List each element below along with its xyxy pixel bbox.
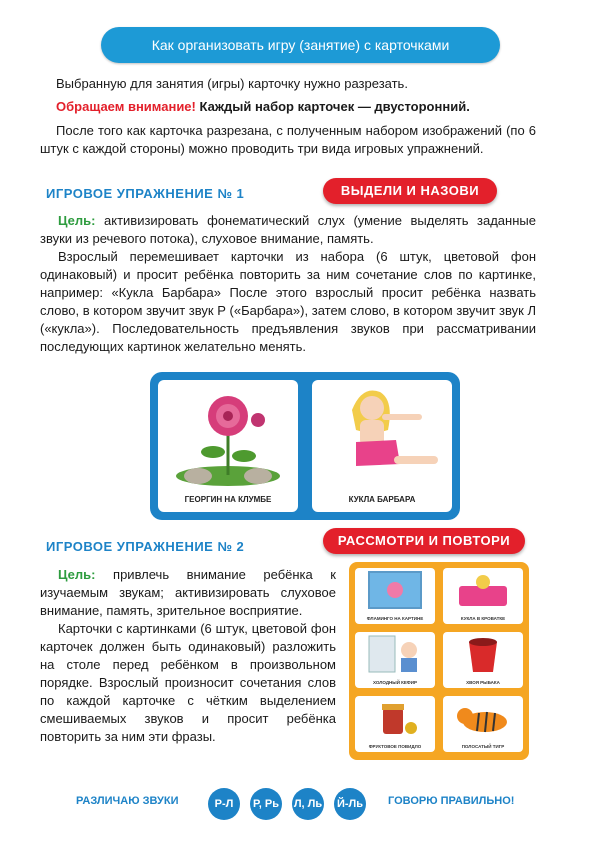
attention-text: Каждый набор карточек — двусторонний. [199, 99, 470, 114]
footer-right-text: ГОВОРЮ ПРАВИЛЬНО! [388, 795, 515, 807]
card-caption: КУКЛА БАРБАРА [348, 495, 416, 504]
exercise-1-heading: ИГРОВОЕ УПРАЖНЕНИЕ № 1 [46, 186, 245, 201]
card-caption: ГЕОРГИН НА КЛУМБЕ [184, 495, 272, 504]
exercise-1-body: Взрослый перемешивает карточки из набора (6 штук, цветовой фон одинаковый) и просит ребёнка повторить за ним сочетание слов по картинке, например: «Кукла Барбара» После этого взрослый просит ребёнка назвать слово, в котором звучит звук Р («Барбара»), затем слово, в котором звучит звук Л («кукла»). Последовательность предъявления звуков при рассматривании последующих картинок желательно менять. [40, 249, 536, 354]
mini-card-jam [355, 696, 435, 752]
footer-badge-r-rь: Р, Рь [250, 788, 282, 820]
attention-label: Обращаем внимание! [56, 99, 196, 114]
jam-jar-icon [355, 696, 435, 740]
mini-card-flamingo [355, 568, 435, 624]
goal-text: активизировать фонематический слух (умение выделять заданные звуки из речевого потока), слуховое внимание, память. [40, 213, 536, 246]
exercise-1-badge: ВЫДЕЛИ И НАЗОВИ [323, 178, 497, 204]
exercise-2-body: Карточки с картинками (6 штук, цветовой фон карточек должен быть одинаковый) разложить на столе перед ребёнком в произвольном порядке. Взрослый произносит сочетания слов по каждой карточке с чётким выделением смешиваемых звуков и просит ребёнка повторить за ним эти фразы. [40, 621, 336, 744]
mini-card-doll-bed [443, 568, 523, 624]
puzzle-card-doll [312, 380, 452, 512]
tiger-icon [443, 696, 523, 740]
dahlia-flower-icon [158, 380, 298, 490]
goal-label: Цель: [58, 567, 96, 582]
doll-bed-icon [443, 568, 523, 612]
mini-card-caption: ПОЛОСАТЫЙ ТИГР [461, 744, 505, 749]
bucket-icon [443, 632, 523, 676]
mini-card-kefir [355, 632, 435, 688]
fridge-icon [355, 632, 435, 676]
exercise-2-badge: РАССМОТРИ И ПОВТОРИ [323, 528, 525, 554]
goal-text: привлечь внимание ребёнка к изучаемым звукам; активизировать слуховое внимание, память, зрительное восприятие. [40, 567, 336, 618]
page-title: Как организовать игру (занятие) с карточками [101, 27, 500, 63]
mini-card-set [349, 562, 529, 760]
mini-card-caption: КУКЛА В КРОВАТКЕ [460, 616, 506, 621]
mini-card-caption: ФРУКТОВОЕ ПОВИДЛО [368, 744, 422, 749]
mini-card-caption: ФЛАМИНГО НА КАРТИНЕ [366, 616, 424, 621]
mini-card-caption: ХВОЯ РЫБАКА [466, 680, 500, 685]
footer-badge-l-lь: Л, Ль [292, 788, 324, 820]
intro-attention [56, 98, 536, 116]
exercise-2-goal [40, 566, 336, 620]
puzzle-card-dahlia [158, 380, 298, 512]
intro-paragraph-1: Выбранную для занятия (игры) карточку нужно разрезать. [56, 76, 408, 91]
exercise-2-heading: ИГРОВОЕ УПРАЖНЕНИЕ № 2 [46, 539, 245, 554]
intro-paragraph-3: После того как карточка разрезана, с полученным набором изображений (по 6 штук с каждой стороны) можно проводить три вида игровых упражнений. [40, 123, 536, 156]
footer-badge-y-lь: Й-Ль [334, 788, 366, 820]
flamingo-picture-icon [355, 568, 435, 612]
doll-icon [312, 380, 452, 490]
puzzle-card-pair [150, 372, 460, 520]
mini-card-tiger [443, 696, 523, 752]
goal-label: Цель: [58, 213, 96, 228]
mini-card-bucket [443, 632, 523, 688]
exercise-1-goal [40, 212, 536, 248]
mini-card-caption: ХОЛОДНЫЙ КЕФИР [372, 680, 418, 685]
footer-left-text: РАЗЛИЧАЮ ЗВУКИ [76, 795, 179, 807]
footer-badge-r-l: Р-Л [208, 788, 240, 820]
